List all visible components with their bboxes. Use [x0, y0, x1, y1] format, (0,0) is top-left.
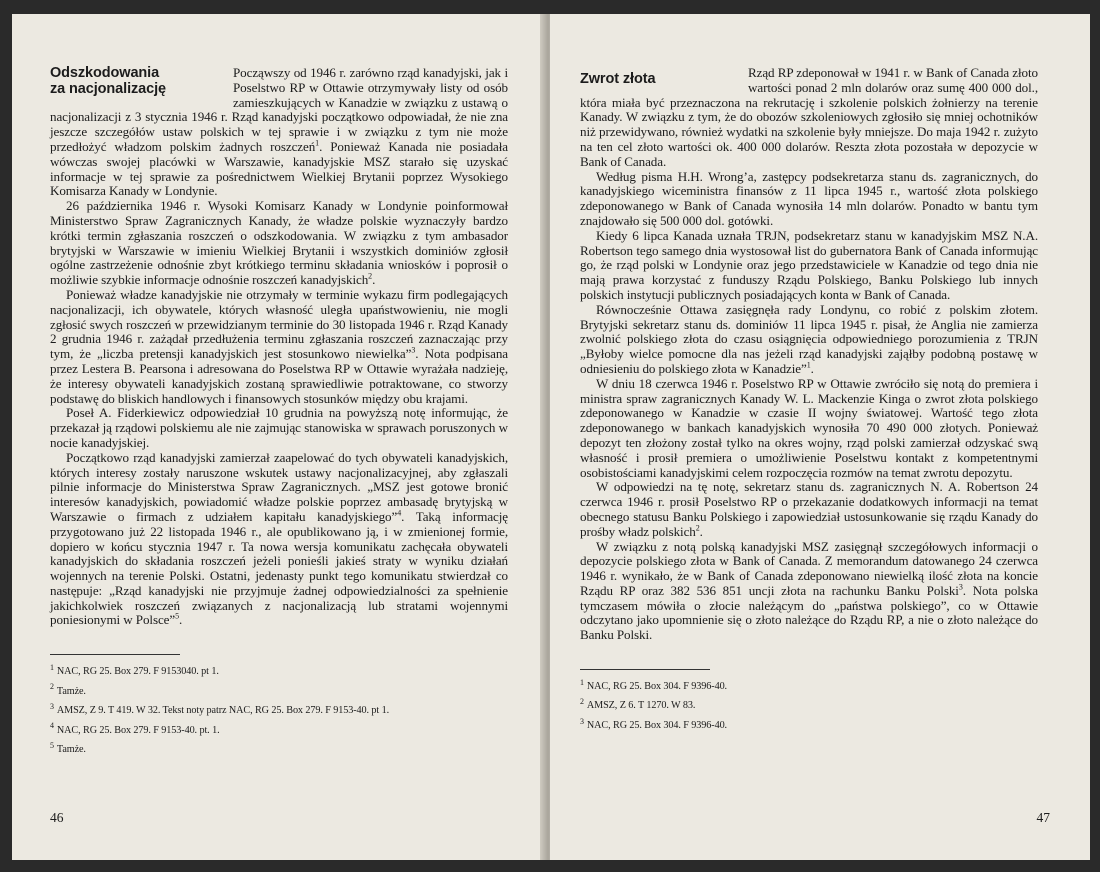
footnote	[580, 716, 1038, 732]
footnote-text: AMSZ, Z 9. T 419. W 32. Tekst noty patrz NAC, RG 25. Box 279. F 9153-40. pt 1.	[56, 705, 390, 717]
body-paragraph	[50, 199, 508, 288]
footnote	[50, 701, 508, 717]
right-footnotes	[580, 677, 1038, 732]
footnote-text: NAC, RG 25. Box 304. F 9396-40.	[586, 719, 728, 731]
left-paragraphs	[50, 66, 508, 628]
section-heading	[580, 72, 740, 88]
footnote-number: 4	[50, 721, 54, 731]
page-number: 46	[50, 810, 64, 825]
footnote-text: NAC, RG 25. Box 279. F 9153-40. pt. 1.	[56, 724, 220, 736]
footnote-ref: 4	[397, 508, 402, 518]
paragraph-text: .	[372, 272, 376, 288]
left-page-body	[50, 66, 508, 762]
footnote-ref: 3	[958, 582, 963, 592]
paragraph-text: . Nota polska tymczasem mówiła o złocie należącym do „państwa polskiego”, co w Ottawie odczytano jako upomnienie się o złoto należące do Rządu RP, a nie o złoto należące do Banku Polski.	[580, 582, 1038, 643]
paragraph-text: Rząd RP zdeponował w 1941 r. w Bank of Canada złoto wartości ponad 2 mln dolarów oraz sumę 400 000 dol., która miała być przeznaczona na rekrutację i szkolenie polskich żołnierzy na terenie Kanady. W związku z tym, że do obozów szkoleniowych zgłosiło się mniej ochotników niż przewidywano, również wydatki na szkolenie były mniejsze. Do maja 1942 r. zużyto na ten cel złoto wartości ok. 400 000 dolarów. Reszta złota pozostała w depozycie w Bank of Canada.	[580, 65, 1038, 169]
footnote-text: Tamże.	[56, 685, 86, 697]
paragraph-text: Poseł A. Fiderkiewicz odpowiedział 10 grudnia na powyższą notę informując, że przekazał ją rządowi polskiemu ale nie zajmując stanowiska w sprawach poruszonych w nocie kanadyjskiej.	[50, 405, 508, 450]
paragraph-text: Początkowo rząd kanadyjski zamierzał zaapelować do tych obywateli kanadyjskich, których interesy zostały naruszone wskutek ustawy nacjonalizacyjnej, aby zgłaszali pilnie informacje do Ministerstwa Spraw Zagranicznych. „MSZ jest gotowe bronić interesów kanadyjskich, powiadomić władze polskie poprzez ambasadę brytyjską w Warszawie o firmach z udziałem kapitału kanadyjskiego”	[50, 449, 508, 524]
footnote	[50, 740, 508, 756]
section-heading	[50, 66, 225, 97]
footnote-ref: 1	[315, 138, 320, 148]
footnote-number: 1	[50, 662, 54, 672]
right-page-body	[580, 66, 1038, 738]
paragraph-text: W związku z notą polską kanadyjski MSZ zasięgnął szczegółowych informacji o depozycie polskiego złota w Bank of Canada. Z memorandum datowanego 24 czerwca 1946 r. wynikało, że w Bank of Canada zdeponowano niewielką ilość złota na koncie Rządu RP oraz 382 536 851 uncji złota na rachunku Banku Polski	[580, 538, 1038, 598]
footnote-number: 5	[50, 740, 54, 750]
left-footnotes	[50, 662, 508, 756]
paragraph-text: Kiedy 6 lipca Kanada uznała TRJN, podsekretarz stanu w kanadyjskim MSZ N.A. Robertson tego samego dnia wystosował list do gubernatora Bank of Canada informując go, że rząd polski w Londynie oraz jego przedstawiciele w Kanadzie od tego dnia nie mają prawa korzystać z funduszy Rządu Polskiego, Banku Polskiego lub innych polskich instytucji publicznych posiadających konta w Bank of Canada.	[580, 227, 1038, 302]
body-paragraph	[50, 451, 508, 629]
section-heading-line: Odszkodowania	[50, 65, 160, 81]
footnote-ref: 2	[695, 523, 700, 533]
paragraph-text: . Ponieważ Kanada nie posiadała wówczas swojej placówki w Warszawie, kanadyjskie MSZ starało się uzyskać informacje w tej sprawie za pośrednictwem Wielkiej Brytanii poprzez Wysokiego Komisarza Kanady w Londynie.	[50, 138, 508, 199]
left-page	[12, 14, 544, 860]
right-page	[550, 14, 1090, 860]
paragraph-text: .	[810, 360, 814, 376]
body-paragraph	[580, 303, 1038, 377]
footnote-rule	[580, 669, 710, 670]
footnote-ref: 2	[368, 271, 373, 281]
paragraph-text: W odpowiedzi na tę notę, sekretarz stanu ds. zagranicznych N. A. Robertson 24 czerwca 1946 r. prosił Poselstwo RP o przekazanie dodatkowych informacji na temat obecnego statusu Banku Polskiego i zapowiedział ustosunkowanie się rządu Kanady do prośby władz polskich	[580, 479, 1038, 539]
body-paragraph	[580, 480, 1038, 539]
paragraph-text: . Taką informację przygotowano już 22 listopada 1946 r., ale opublikowano ją, i w zmienionej formie, dopiero w końcu stycznia 1947 r. Ta nowa wersja komunikatu zachęcała obywateli kanadyjskich do składania roszczeń jeżeli ponieśli jakieś straty w wyniku działań wojennych na terenie Polski. Ostatni, jedenasty punkt tego komunikatu stwierdzał co następuje: „Rząd kanadyjski nie przyjmuje żadnej odpowiedzialności za spełnienie jakichkolwiek roszczeń związanych z nacjonalizacją lub stratami wojennymi poniesionymi w Polsce”	[50, 508, 508, 628]
footnote-rule	[50, 654, 180, 655]
footnote	[50, 662, 508, 678]
footnote-text: AMSZ, Z 6. T 1270. W 83.	[586, 700, 696, 712]
body-paragraph	[50, 406, 508, 450]
footnote-number: 2	[580, 697, 584, 707]
footnote	[50, 682, 508, 698]
page-number: 47	[1036, 810, 1050, 825]
footnote-number: 3	[50, 701, 54, 711]
paragraph-text: Począwszy od 1946 r. zarówno rząd kanadyjski, jak i Poselstwo RP w Ottawie otrzymywały listy od osób zamieszkujących w Kanadzie w związku z ustawą o nacjonalizacji z 3 stycznia 1946 r. Rząd kanadyjski początkowo odpowiadał, że nie zna jeszcze szczegółów ustaw polskich w tej sprawie i w związku z tym nie może przedłożyć władzom polskim żadnych roszczeń	[50, 65, 508, 154]
paragraph-text: Równocześnie Ottawa zasięgnęła rady Londynu, co robić z polskim złotem. Brytyjski sekretarz stanu ds. dominiów 11 lipca 1945 r. pisał, że Anglia nie zamierza zwolnić polskiego złota do czasu osiągnięcia odpowiedniego porozumienia z TRJN „Byłoby wielce pomocne dla nas jeżeli rząd kanadyjski zająłby podobną postawę w odniesieniu do polskiego złota w Kanadzie”	[580, 301, 1038, 376]
footnote-ref: 5	[175, 612, 179, 622]
paragraph-text: Według pisma H.H. Wrong’a, zastępcy podsekretarza stanu ds. zagranicznych, do kanadyjskiego wiceministra finansów z 11 lipca 1945 r., wartość złota polskiego zdeponowanego w Bank of Canada wynosiła 14 mln dolarów. Ponadto w bantu tym znajdowało się 500 000 dol. gotówki.	[580, 168, 1038, 228]
footnote	[580, 677, 1038, 693]
right-paragraphs	[580, 66, 1038, 643]
section-heading-line: za nacjonalizację	[50, 80, 166, 97]
footnote	[50, 721, 508, 737]
footnote-text: Tamże.	[56, 743, 86, 755]
paragraph-text: . Nota podpisana przez Lestera B. Pearsona i adresowana do Poselstwa RP w Ottawie wyrażała nadzieję, że interesy obywateli kanadyjskich zostaną sprawiedliwie potraktowane, co stworzy podstawę do bliskich handlowych i finansowych stosunków między obu krajami.	[50, 346, 508, 406]
body-paragraph	[580, 229, 1038, 303]
paragraph-text: .	[179, 612, 183, 628]
footnote-ref: 1	[806, 360, 811, 370]
body-paragraph	[50, 288, 508, 406]
section-heading-line: Zwrot złota	[580, 71, 656, 87]
paragraph-text: .	[699, 523, 703, 539]
body-paragraph	[580, 170, 1038, 229]
footnote-number: 3	[580, 716, 584, 726]
paragraph-text: 26 października 1946 r. Wysoki Komisarz Kanady w Londynie poinformował Ministerstwo Spraw Zagranicznych Kanady, że władze polskie wyznaczyły bardzo krótki termin zgłaszania roszczeń o odszkodowania. W związku z tym ambasador brytyjski w Warszawie w imieniu Wielkiej Brytanii i wszystkich dominiów zgłosił ogólne zastrzeżenie odnośnie zbyt krótkiego terminu składania wniosków i poprosił o możliwie szybkie informacje odnośnie roszczeń kanadyjskich	[50, 198, 508, 288]
paragraph-text: Ponieważ władze kanadyjskie nie otrzymały w terminie wykazu firm podlegających nacjonalizacji, ich obywatele, których własność uległa upaństwowieniu, nie mogli zgłosić swych roszczeń w przewidzianym terminie do 30 listopada 1946 r. Rząd Kanady 2 grudnia 1946 r. zażądał przedłużenia terminu zgłaszania roszczeń zaznaczając przy tym, że „liczba pretensji kanadyjskich jest stosunkowo niewielka”	[50, 286, 508, 362]
footnote-text: NAC, RG 25. Box 304. F 9396-40.	[586, 681, 728, 693]
footnote-number: 1	[580, 677, 584, 687]
paragraph-text: W dniu 18 czerwca 1946 r. Poselstwo RP w Ottawie zwróciło się notą do premiera i ministra spraw zagranicznych Kanady W. L. Mackenzie Kinga o zwrot złota polskiego zdeponowanego w Kanadzie w czasie II wojny światowej. Wartość tego złota zdeponowanego w bankach kanadyjskich wynosiła 70 490 000 złotych. Ponieważ depozyt ten złożony został tylko na okres wojny, rząd polski zamierzał odzyskać swą własność i prosił premiera o umożliwienie Poselstwu kontakt z kompetentnymi osobistościami kanadyjskimi celem rozpoczęcia rozmów na temat zwrotu depozytu.	[580, 375, 1038, 480]
body-paragraph	[580, 540, 1038, 644]
footnote-number: 2	[50, 682, 54, 692]
body-paragraph	[580, 377, 1038, 481]
footnote-ref: 3	[411, 345, 416, 355]
footnote	[580, 699, 1038, 712]
footnote-text: NAC, RG 25. Box 279. F 9153040. pt 1.	[56, 666, 219, 678]
